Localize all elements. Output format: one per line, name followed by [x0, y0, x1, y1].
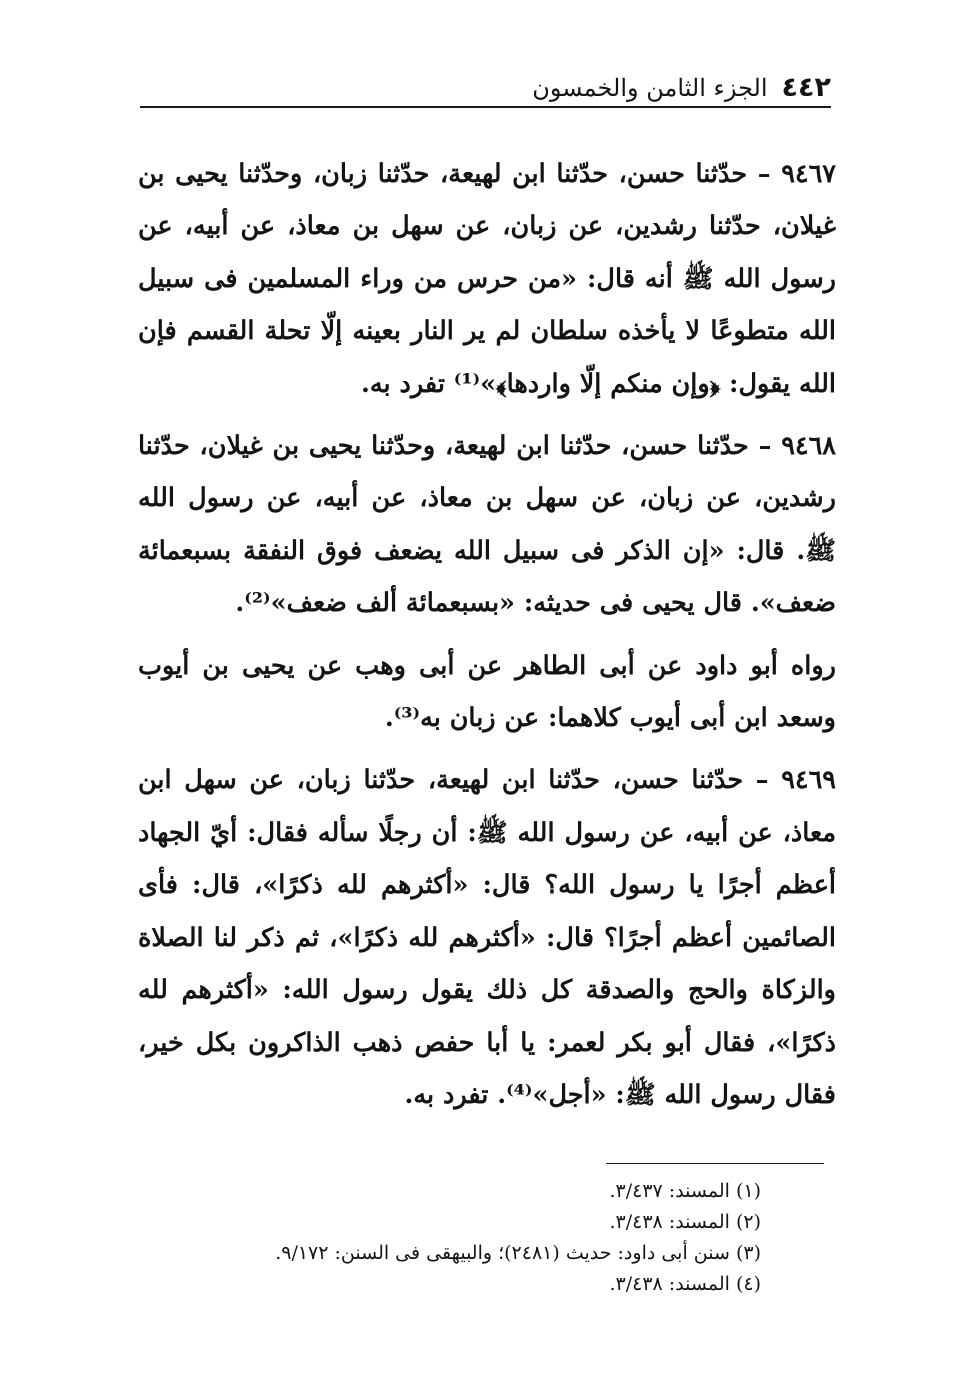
footnotes	[138, 1176, 761, 1300]
hadith-9467: ٩٤٦٧ – حدّثنا حسن، حدّثنا ابن لهيعة، حدّثنا زبان، وحدّثنا يحيى بن غيلان، حدّثنا رشدين، عن زبان، عن سهل بن معاذ، عن أبيه، عن رسول الله ﷺ أنه قال: «من حرس من وراء المسلمين فى سبيل الله متطوعًا لا يأخذه سلطان لم ير النار بعينه إلّا تحلة القسم فإن الله يقول: ﴿وإن منكم إلّا واردها﴾»⁽¹⁾ تفرد به.	[138, 159, 836, 399]
running-header	[140, 62, 831, 108]
hadith-9469: ٩٤٦٩ – حدّثنا حسن، حدّثنا ابن لهيعة، حدّثنا زبان، عن سهل ابن معاذ، عن أبيه، عن رسول الله ﷺ: أن رجلًا سأله فقال: أيّ الجهاد أعظم أجرًا يا رسول الله؟ قال: «أكثرهم لله ذكرًا»، قال: فأى الصائمين أعظم أجرًا؟ قال: «أكثرهم لله ذكرًا»، ثم ذكر لنا الصلاة والزكاة والحج والصدقة كل ذلك يقول رسول الله: «أكثرهم لله ذكرًا»، فقال أبو بكر لعمر: يا أبا حفص ذهب الذاكرون بكل خير، فقال رسول الله ﷺ: «أجل»⁽⁴⁾. تفرد به.	[138, 765, 836, 1110]
footnote-3: (٣) سنن أبى داود: حديث (٢٤٨١)؛ والبيهقى فى السنن: ٩/١٧٢.	[275, 1242, 761, 1264]
footnote-2: (٢) المسند: ٣/٤٣٨.	[609, 1211, 761, 1233]
narration-note: رواه أبو داود عن أبى الطاهر عن أبى وهب عن يحيى بن أيوب وسعد ابن أبى أيوب كلاهما: عن زبان به⁽³⁾.	[138, 650, 836, 734]
main-text	[138, 148, 836, 1121]
footnote-1: (١) المسند: ٣/٤٣٧.	[609, 1180, 761, 1202]
footnote-4: (٤) المسند: ٣/٤٣٨.	[609, 1273, 761, 1295]
page-number: ٤٤٢	[781, 72, 831, 103]
running-title: الجزء الثامن والخمسون	[532, 74, 768, 102]
hadith-9468: ٩٤٦٨ – حدّثنا حسن، حدّثنا ابن لهيعة، وحدّثنا يحيى بن غيلان، حدّثنا رشدين، عن زبان، عن سهل بن معاذ، عن أبيه، عن رسول الله ﷺ. قال: «إن الذكر فى سبيل الله يضعف فوق النفقة بسبعمائة ضعف». قال يحيى فى حديثه: «بسبعمائة ألف ضعف»⁽²⁾.	[138, 431, 836, 619]
